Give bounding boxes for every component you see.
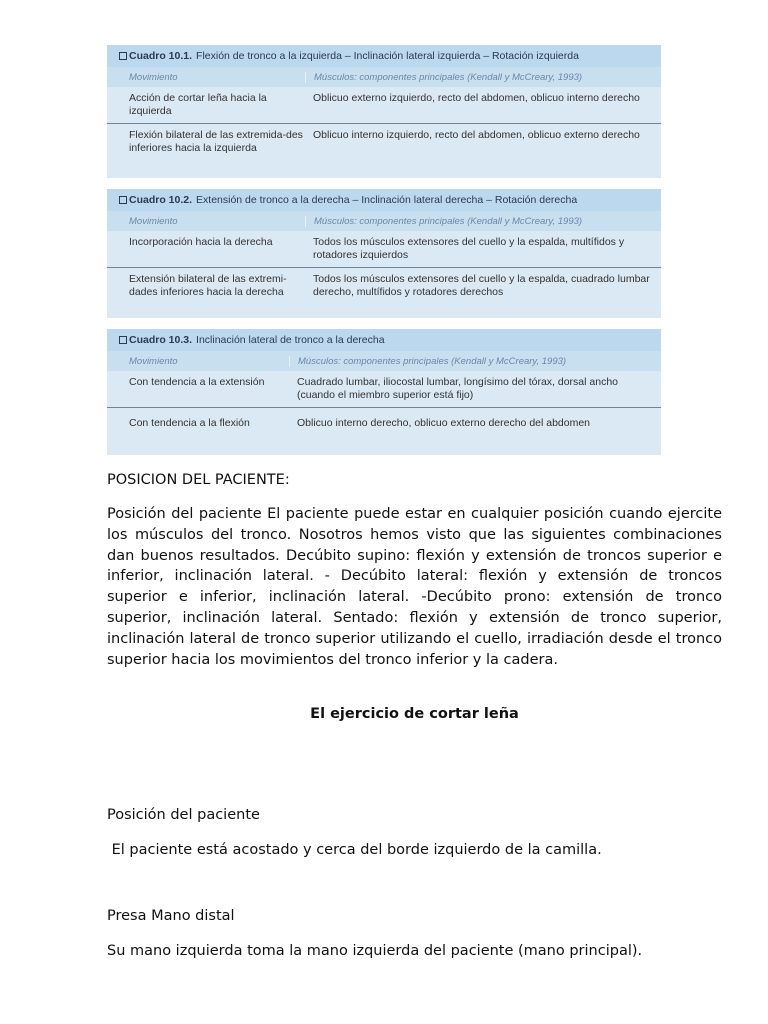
table-header xyxy=(107,67,661,87)
cell-musculos: Todos los músculos extensores del cuello y la espalda, cuadrado lumbar derecho, multífidos y rotadores derechos xyxy=(313,273,650,298)
cell-musculos: Oblicuo interno derecho, oblicuo externo derecho del abdomen xyxy=(297,417,591,429)
caption-text: Inclinación lateral de tronco a la derecha xyxy=(196,334,385,346)
cell-musculos: Cuadrado lumbar, iliocostal lumbar, longísimo del tórax, dorsal ancho (cuando el miembro superior está fijo) xyxy=(297,376,619,401)
paragraph-posicion-paciente: El paciente está acostado y cerca del borde izquierdo de la camilla. xyxy=(107,842,602,858)
cell-musculos: Oblicuo externo izquierdo, recto del abdomen, oblicuo interno derecho xyxy=(313,92,640,104)
table-caption xyxy=(107,189,661,211)
table-cuadro-10-3 xyxy=(107,329,661,455)
section-heading-presa: Presa Mano distal xyxy=(107,908,235,924)
section-heading-posicion-paciente: Posición del paciente xyxy=(107,807,260,823)
table-cuadro-10-2 xyxy=(107,189,661,318)
table-caption xyxy=(107,329,661,351)
header-musculos: Músculos: componentes principales (Kendall y McCreary, 1993) xyxy=(289,356,661,367)
section-heading-posicion: POSICION DEL PACIENTE: xyxy=(107,472,290,488)
exercise-title: El ejercicio de cortar leña xyxy=(310,706,519,722)
table-header xyxy=(107,211,661,231)
cell-musculos: Oblicuo interno izquierdo, recto del abdomen, oblicuo externo derecho xyxy=(313,129,640,141)
header-movimiento: Movimiento xyxy=(129,355,178,367)
paragraph-posicion: Posición del paciente El paciente puede estar en cualquier posición cuando ejercite los músculos del tronco. Nosotros hemos visto que las siguientes combinaciones dan buenos resultados. Decúbito supino: flexión y extensión de troncos superior e inferior, inclinación lateral. - Decúbito lateral: flexión y extensión de troncos superior e inferior, inclinación lateral. -Decúbito prono: extensión de tronco superior, inclinación lateral. Sentado: flexión y extensión de tronco superior, inclinación lateral de tronco superior utilizando el cuello, irradiación desde el tronco superior hacia los movimientos del tronco inferior y la cadera. xyxy=(107,506,722,668)
table-header xyxy=(107,351,661,371)
caption-number: Cuadro 10.2. xyxy=(129,194,193,206)
paragraph-presa: Su mano izquierda toma la mano izquierda del paciente (mano principal). xyxy=(107,943,643,959)
table-caption xyxy=(107,45,661,67)
cell-movimiento: Incorporación hacia la derecha xyxy=(129,236,273,248)
header-movimiento: Movimiento xyxy=(129,71,178,83)
table-row xyxy=(107,123,661,160)
table-row xyxy=(107,407,661,435)
table-row xyxy=(107,371,661,407)
table-row xyxy=(107,231,661,267)
cell-movimiento: Acción de cortar leña hacia la izquierda xyxy=(129,92,267,117)
header-movimiento: Movimiento xyxy=(129,215,178,227)
caption-number: Cuadro 10.1. xyxy=(129,50,193,62)
header-musculos: Músculos: componentes principales (Kendall y McCreary, 1993) xyxy=(305,216,661,227)
caption-text: Extensión de tronco a la derecha – Inclinación lateral derecha – Rotación derecha xyxy=(196,194,578,206)
cell-movimiento: Flexión bilateral de las extremida-des inferiores hacia la izquierda xyxy=(129,129,303,154)
table-cuadro-10-1 xyxy=(107,45,661,178)
caption-text: Flexión de tronco a la izquierda – Inclinación lateral izquierda – Rotación izquierda xyxy=(196,50,579,62)
cell-movimiento: Con tendencia a la extensión xyxy=(129,376,265,388)
cell-movimiento: Con tendencia a la flexión xyxy=(129,417,250,429)
table-row xyxy=(107,267,661,304)
table-row xyxy=(107,87,661,123)
cell-movimiento: Extensión bilateral de las extremi-dades inferiores hacia la derecha xyxy=(129,273,287,298)
caption-number: Cuadro 10.3. xyxy=(129,334,193,346)
header-musculos: Músculos: componentes principales (Kendall y McCreary, 1993) xyxy=(305,72,661,83)
cell-musculos: Todos los músculos extensores del cuello y la espalda, multífidos y rotadores izquierdos xyxy=(313,236,625,261)
